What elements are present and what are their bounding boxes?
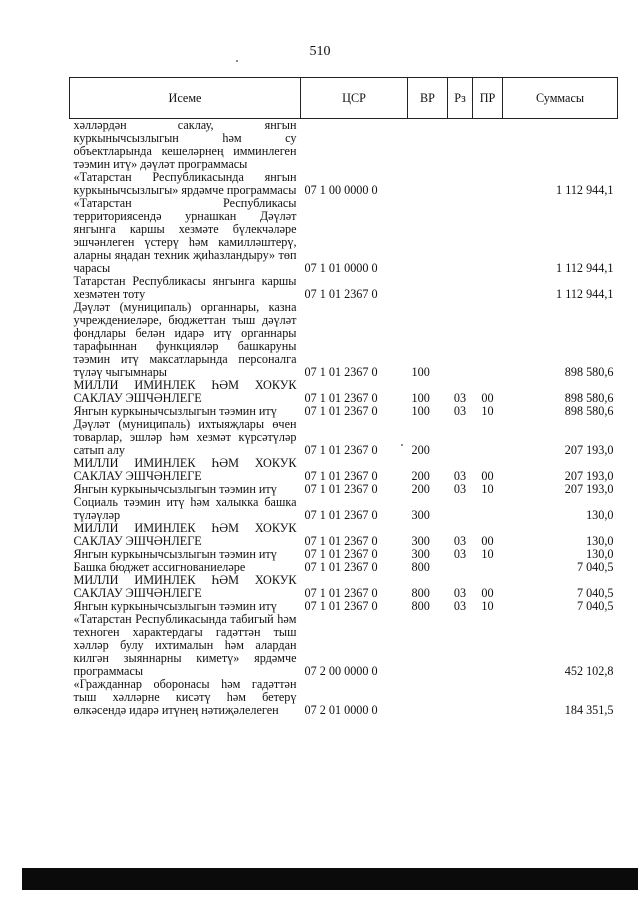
row-vr-cell — [408, 171, 448, 197]
row-vr-cell: 800 — [411, 560, 430, 574]
row-name-cell: Янгын куркынычсызлыгын тәэмин итү — [73, 599, 277, 613]
row-pr-cell — [473, 275, 503, 301]
table-row — [70, 275, 618, 301]
header-rz: Рз — [448, 78, 473, 119]
row-name-cell: Янгын куркынычсызлыгын тәэмин итү — [73, 404, 277, 418]
header-name: Исеме — [70, 78, 301, 119]
row-pr-cell: 10 — [481, 599, 494, 613]
row-pr-cell: 00 — [481, 391, 494, 405]
table-row — [70, 171, 618, 197]
row-rz-cell: 03 — [453, 534, 467, 548]
row-sum-cell: 7 040,5 — [576, 586, 614, 600]
header-sum: Суммасы — [503, 78, 618, 119]
row-sum-cell: 898 580,6 — [564, 404, 614, 418]
header-csr: ЦСР — [301, 78, 408, 119]
row-name-cell: Дәүләт (муниципаль) ихтыяҗлары өчен товарлар, эшләр һәм хезмәт күрсәтүләр сатып алу — [73, 417, 297, 457]
row-csr-cell: 07 1 01 2367 0 — [304, 560, 378, 574]
row-csr-cell: 07 1 01 2367 0 — [304, 391, 378, 405]
row-sum-cell: 207 193,0 — [564, 482, 614, 496]
budget-table — [69, 77, 618, 717]
row-sum-cell: 130,0 — [586, 547, 614, 561]
row-pr-cell — [473, 301, 503, 379]
row-pr-cell — [473, 561, 503, 574]
row-name-cell: Янгын куркынычсызлыгын тәэмин итү — [73, 482, 277, 496]
row-vr-cell — [408, 119, 448, 172]
scan-border-bar — [22, 868, 638, 890]
row-pr-cell: 10 — [481, 547, 494, 561]
row-pr-cell — [473, 613, 503, 678]
row-rz-cell — [448, 301, 473, 379]
row-vr-cell: 100 — [411, 365, 430, 379]
row-rz-cell: 03 — [453, 391, 467, 405]
table-body — [70, 119, 618, 718]
table-row — [70, 301, 618, 379]
row-vr-cell: 300 — [411, 508, 430, 522]
row-pr-cell: 00 — [481, 534, 494, 548]
row-sum-cell: 7 040,5 — [576, 560, 614, 574]
row-csr-cell: 07 2 01 0000 0 — [304, 703, 378, 717]
row-csr-cell: 07 1 01 2367 0 — [304, 469, 378, 483]
row-pr-cell: 10 — [481, 482, 494, 496]
row-rz-cell — [448, 418, 473, 457]
row-vr-cell: 800 — [411, 599, 430, 613]
row-csr-cell: 07 1 01 2367 0 — [304, 534, 378, 548]
row-vr-cell: 300 — [411, 547, 430, 561]
row-vr-cell: 200 — [411, 469, 430, 483]
row-rz-cell: 03 — [453, 404, 467, 418]
row-pr-cell: 00 — [481, 469, 494, 483]
row-name-cell: Дәүләт (муниципаль) органнары, казна учреждениеләре, бюджеттан тыш дәүләт фондлары белән идарә итү органнары тарафыннан функцияләр башкаруны тәэмин итү максатларында персоналга түләү чыгымнары — [73, 300, 297, 379]
table-row — [70, 574, 618, 600]
row-sum-cell: 898 580,6 — [564, 391, 614, 405]
row-rz-cell: 03 — [453, 599, 467, 613]
row-name-cell: «Гражданнар оборонасы һәм гадәттән тыш хәлләрне кисәтү һәм бетерү өлкәсендә идарә итүнең нәтиҗәлелеген — [73, 677, 297, 717]
row-rz-cell — [448, 678, 473, 717]
row-name-cell: МИЛЛИ ИМИНЛЕК ҺӘМ ХОКУК САКЛАУ ЭШЧӘНЛЕГЕ — [73, 573, 297, 600]
row-name-cell: МИЛЛИ ИМИНЛЕК ҺӘМ ХОКУК САКЛАУ ЭШЧӘНЛЕГЕ — [73, 456, 297, 483]
row-csr-cell: 07 1 01 2367 0 — [304, 404, 378, 418]
row-rz-cell: 03 — [453, 482, 467, 496]
row-name-cell: хәлләрдән саклау, янгын куркынычсызлыгын һәм су объектларында кешеләрнең имминлеген тәэмин итү» дәүләт программасы — [73, 118, 297, 171]
row-name-cell: Татарстан Республикасы янгынга каршы хезмәтен тоту — [73, 274, 297, 301]
table-row — [70, 457, 618, 483]
row-name-cell: МИЛЛИ ИМИНЛЕК ҺӘМ ХОКУК САКЛАУ ЭШЧӘНЛЕГЕ — [73, 378, 297, 405]
row-pr-cell — [473, 678, 503, 717]
row-csr-cell: 07 1 01 2367 0 — [304, 443, 378, 457]
row-rz-cell: 03 — [453, 469, 467, 483]
row-vr-cell: 200 — [411, 482, 430, 496]
scan-speck — [236, 60, 238, 62]
table-row — [70, 119, 618, 172]
table-row — [70, 678, 618, 717]
row-sum-cell: 207 193,0 — [564, 443, 614, 457]
row-pr-cell — [473, 171, 503, 197]
row-sum-cell: 898 580,6 — [564, 365, 614, 379]
row-pr-cell: 10 — [481, 404, 494, 418]
row-vr-cell — [408, 275, 448, 301]
row-name-cell: МИЛЛИ ИМИНЛЕК ҺӘМ ХОКУК САКЛАУ ЭШЧӘНЛЕГЕ — [73, 521, 297, 548]
row-vr-cell — [408, 197, 448, 275]
row-csr-cell: 07 1 01 2367 0 — [304, 365, 378, 379]
row-pr-cell — [473, 496, 503, 522]
row-rz-cell — [448, 197, 473, 275]
row-rz-cell: 03 — [453, 547, 467, 561]
row-sum-cell: 130,0 — [586, 508, 614, 522]
row-vr-cell: 100 — [411, 391, 430, 405]
row-csr-cell — [301, 119, 408, 172]
row-pr-cell — [473, 197, 503, 275]
scan-speck — [401, 444, 403, 446]
table-header-row — [70, 78, 618, 119]
row-sum-cell: 1 112 944,1 — [556, 261, 614, 275]
row-rz-cell — [448, 561, 473, 574]
table-row — [70, 379, 618, 405]
row-pr-cell — [473, 418, 503, 457]
table-row — [70, 522, 618, 548]
row-sum-cell: 184 351,5 — [564, 703, 614, 717]
row-rz-cell: 03 — [453, 586, 467, 600]
row-sum-cell — [503, 119, 618, 172]
row-name-cell: Янгын куркынычсызлыгын тәэмин итү — [73, 547, 277, 561]
row-sum-cell: 1 112 944,1 — [556, 183, 614, 197]
header-pr: ПР — [473, 78, 503, 119]
row-pr-cell — [473, 119, 503, 172]
row-vr-cell: 200 — [411, 443, 430, 457]
row-name-cell: «Татарстан Республикасы территориясендә урнашкан Дәүләт янгынга каршы хезмәте бүлекчәләре эшчәнлеген үстерү һәм камилләштерү, аларны яңадан техник җиһазландыру» төп чарасы — [73, 196, 297, 275]
table-row — [70, 418, 618, 457]
row-rz-cell — [448, 119, 473, 172]
row-rz-cell — [448, 496, 473, 522]
row-csr-cell: 07 1 01 2367 0 — [304, 482, 378, 496]
row-csr-cell: 07 1 01 2367 0 — [304, 599, 378, 613]
row-csr-cell: 07 2 00 0000 0 — [304, 664, 378, 678]
row-vr-cell: 800 — [411, 586, 430, 600]
row-sum-cell: 207 193,0 — [564, 469, 614, 483]
row-rz-cell — [448, 613, 473, 678]
row-csr-cell: 07 1 01 2367 0 — [304, 508, 378, 522]
row-csr-cell: 07 1 01 0000 0 — [304, 261, 378, 275]
row-vr-cell: 100 — [411, 404, 430, 418]
table-row — [70, 496, 618, 522]
row-sum-cell: 7 040,5 — [576, 599, 614, 613]
page-number: 510 — [309, 44, 331, 59]
row-name-cell: Башка бюджет ассигнованиеләре — [73, 560, 246, 574]
row-vr-cell: 300 — [411, 534, 430, 548]
row-csr-cell: 07 1 01 2367 0 — [304, 547, 378, 561]
row-sum-cell: 452 102,8 — [564, 664, 614, 678]
table-row — [70, 613, 618, 678]
row-rz-cell — [448, 171, 473, 197]
row-name-cell: Социаль тәэмин итү һәм халыкка башка түләүләр — [73, 495, 297, 522]
row-sum-cell: 1 112 944,1 — [556, 287, 614, 301]
row-pr-cell: 00 — [481, 586, 494, 600]
row-csr-cell: 07 1 01 2367 0 — [304, 287, 378, 301]
row-rz-cell — [448, 275, 473, 301]
header-vr: ВР — [408, 78, 448, 119]
row-csr-cell: 07 1 00 0000 0 — [304, 183, 378, 197]
table-row — [70, 197, 618, 275]
row-csr-cell: 07 1 01 2367 0 — [304, 586, 378, 600]
row-vr-cell — [408, 613, 448, 678]
row-name-cell: «Татарстан Республикасында янгын куркынычсызлыгы» ярдәмче программасы — [73, 170, 297, 197]
row-sum-cell: 130,0 — [586, 534, 614, 548]
row-name-cell: «Татарстан Республикасында табигый һәм техноген характердагы гадәттән тыш хәлләр булу ихтималын һәм алардан килгән зыяннарны киметү» ярдәмче программасы — [73, 612, 297, 678]
row-vr-cell — [408, 678, 448, 717]
